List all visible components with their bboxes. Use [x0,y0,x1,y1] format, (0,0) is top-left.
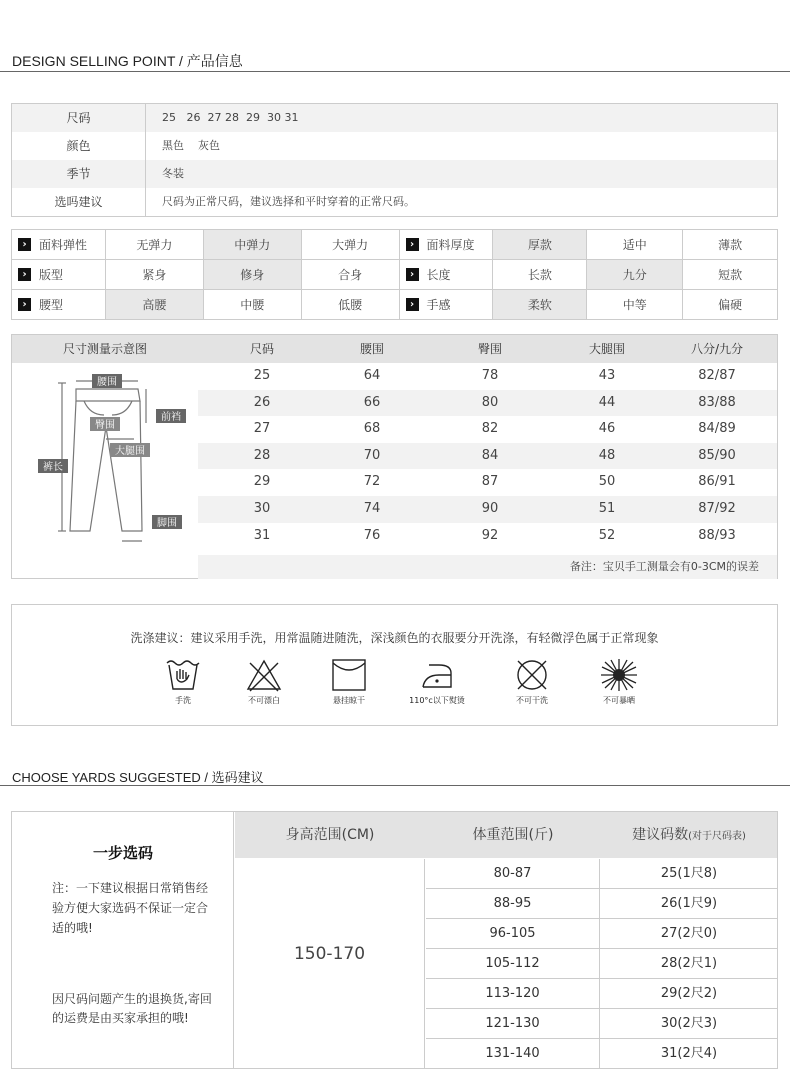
table-row [426,919,777,949]
info-key: 尺码 [12,104,146,132]
header-length: 八分/九分 [690,342,744,356]
pants-outline-icon [26,371,196,551]
no-dry-clean-icon [512,657,552,693]
no-sun-icon [599,657,639,693]
cell-weight: 113-120 [426,979,600,1009]
attribute-option: 大弹力 [302,230,400,260]
measurement-table [11,334,778,579]
arrow-icon: › [406,238,419,251]
header-size: 尺码 [249,342,274,356]
attribute-label [400,230,494,260]
attribute-row [12,260,778,290]
table-row [198,523,777,550]
cell-length: 84/89 [698,421,736,437]
cell-length: 88/93 [698,527,736,543]
icon-label: 110°c以下熨烫 [409,696,465,705]
attribute-option-selected: 修身 [204,260,302,290]
diagram-label-waist: 腰围 [97,377,117,388]
cell-waist: 72 [363,474,381,490]
cell-size: 29(2尺2) [660,986,718,1001]
one-step-title: 一步选码 [92,844,153,862]
cell-weight: 131-140 [426,1039,600,1069]
cell-waist: 76 [363,527,381,543]
diagram-label-thigh: 大腿围 [115,446,145,457]
measurement-header [12,335,777,363]
cell-thigh: 52 [598,527,616,543]
info-value: 冬装 [162,167,184,180]
table-row [426,949,777,979]
table-row [198,363,777,390]
cell-waist: 74 [363,500,381,516]
cell-thigh: 50 [598,474,616,490]
measurement-note: 备注：宝贝手工测量会有0-3CM的误差 [198,555,777,579]
attribute-label [400,290,494,320]
measurement-rows [198,363,777,549]
table-row [426,859,777,889]
header-diagram: 尺寸测量示意图 [62,342,147,356]
cell-hip: 90 [481,500,499,516]
suggestion-note: 注：一下建议根据日常销售经验方便大家选码不保证一定合适的哦! [52,881,209,935]
icon-label: 不可干洗 [516,696,548,705]
attribute-option: 中腰 [204,290,302,320]
wash-instructions [11,604,778,726]
table-row [198,469,777,496]
pants-diagram [26,371,196,551]
hand-wash-icon [163,657,203,693]
cell-weight: 80-87 [426,859,600,889]
icon-label: 不可暴晒 [603,696,635,705]
attribute-option-selected: 柔软 [493,290,587,320]
cell-weight: 88-95 [426,889,600,919]
attribute-label-text: 版型 [39,267,64,282]
attribute-row [12,230,778,260]
cell-size: 28 [253,447,271,463]
table-row [198,443,777,470]
arrow-icon: › [406,268,419,281]
diagram-label-length: 裤长 [43,462,63,473]
attribute-label-text: 腰型 [39,297,64,312]
cell-weight: 96-105 [426,919,600,949]
attribute-row [12,290,778,320]
attribute-label [400,260,494,290]
arrow-icon: › [18,268,31,281]
attribute-label-text: 面料弹性 [39,237,88,252]
info-value: 25 26 27 28 29 30 31 [162,111,299,124]
attribute-option: 短款 [683,260,778,290]
no-sun [579,657,659,706]
cell-hip: 84 [481,447,499,463]
attribute-option-selected: 高腰 [106,290,204,320]
cell-size: 31 [253,527,271,543]
cell-thigh: 48 [598,447,616,463]
table-row [426,889,777,919]
cell-hip: 78 [481,368,499,383]
table-row [198,416,777,443]
attribute-option: 紧身 [106,260,204,290]
cell-size: 26(1尺9) [660,896,718,911]
attribute-option: 无弹力 [106,230,204,260]
cell-thigh: 44 [598,394,616,410]
info-key: 季节 [12,160,146,188]
info-value: 尺码为正常尺码，建议选择和平时穿着的正常尺码。 [162,195,415,208]
iron [397,657,477,706]
attribute-grid [11,229,778,320]
wash-text: 洗涤建议：建议采用手洗，用常温随进随洗，深浅颜色的衣服要分开洗涤，有轻微浮色属于正常现象 [130,631,659,645]
cell-size: 30(2尺3) [660,1016,718,1031]
cell-hip: 87 [481,474,499,490]
attribute-option: 合身 [302,260,400,290]
size-suggestion-table [11,811,778,1069]
attribute-label-text: 面料厚度 [426,237,475,252]
section-title-design: DESIGN SELLING POINT / 产品信息 [12,53,243,69]
cell-thigh: 51 [598,500,616,516]
attribute-option: 薄款 [683,230,778,260]
attribute-label-text: 手感 [426,297,451,312]
attribute-option: 长款 [493,260,587,290]
table-row [426,1039,777,1069]
cell-thigh: 46 [598,421,616,437]
arrow-icon: › [18,238,31,251]
attribute-label [12,230,106,260]
header-waist: 腰围 [359,342,384,356]
cell-hip: 92 [481,527,499,543]
cell-hip: 80 [481,394,499,410]
cell-size: 25(1尺8) [660,866,718,881]
attribute-label [12,290,106,320]
cell-size: 27(2尺0) [660,926,718,941]
suggestion-notes [12,812,234,1068]
info-value: 黑色 灰色 [162,139,220,152]
icon-label: 不可漂白 [248,696,280,705]
diagram-label-front-rise: 前裆 [161,412,181,423]
no-bleach-icon [244,657,284,693]
cell-weight: 105-112 [426,949,600,979]
no-bleach [224,657,304,706]
section-divider [0,785,790,786]
header-height: 身高范围(CM) [285,827,375,843]
table-row [426,1009,777,1039]
info-row-size [12,104,777,132]
cell-size: 26 [253,394,271,410]
attribute-option: 适中 [587,230,683,260]
attribute-option-selected: 九分 [587,260,683,290]
diagram-label-hip: 臀围 [95,420,115,431]
product-info-table [11,103,778,217]
cell-length: 82/87 [698,368,736,383]
info-row-season [12,160,777,188]
height-range: 150-170 [235,859,425,1068]
section-divider [0,71,790,72]
table-row [426,979,777,1009]
cell-length: 86/91 [698,474,736,490]
attribute-option: 偏硬 [683,290,778,320]
cell-length: 87/92 [698,500,736,516]
cell-size: 28(2尺1) [660,956,718,971]
suggestion-rows [426,859,777,1069]
attribute-option: 中等 [587,290,683,320]
cell-waist: 68 [363,421,381,437]
iron-icon [417,657,457,693]
cell-size: 30 [253,500,271,516]
suggestion-header [235,812,777,858]
arrow-icon: › [406,298,419,311]
hand-wash [143,657,223,706]
no-dry-clean [492,657,572,706]
cell-length: 85/90 [698,447,736,463]
cell-size: 31(2尺4) [660,1046,718,1061]
cell-thigh: 43 [598,368,616,383]
cell-size: 27 [253,421,271,437]
header-thigh: 大腿围 [588,342,625,356]
diagram-label-hem: 脚围 [157,518,177,529]
hang-dry [309,657,389,706]
icon-label: 手洗 [175,696,191,705]
info-key: 选吗建议 [12,188,146,216]
cell-hip: 82 [481,421,499,437]
cell-waist: 64 [363,368,381,383]
header-weight: 体重范围(斤) [472,827,554,843]
arrow-icon: › [18,298,31,311]
attribute-option-selected: 厚款 [493,230,587,260]
cell-length: 83/88 [698,394,736,410]
info-row-color [12,132,777,160]
cell-waist: 66 [363,394,381,410]
header-hip: 臀围 [477,342,502,356]
attribute-label [12,260,106,290]
cell-size: 25 [253,368,271,383]
cell-weight: 121-130 [426,1009,600,1039]
info-key: 颜色 [12,132,146,160]
table-row [198,496,777,523]
hang-dry-icon [329,657,369,693]
section-title-choose: CHOOSE YARDS SUGGESTED / 选码建议 [12,770,264,785]
table-row [198,390,777,417]
cell-waist: 70 [363,447,381,463]
attribute-option-selected: 中弹力 [204,230,302,260]
attribute-label-text: 长度 [426,267,451,282]
cell-size: 29 [253,474,271,490]
return-note: 因尺码问题产生的退换货,寄回的运费是由买家承担的哦! [52,992,212,1025]
header-size: 建议码数(对于尺码表) [632,827,746,843]
info-row-advice [12,188,777,216]
icon-label: 悬挂晾干 [333,696,365,705]
attribute-option: 低腰 [302,290,400,320]
